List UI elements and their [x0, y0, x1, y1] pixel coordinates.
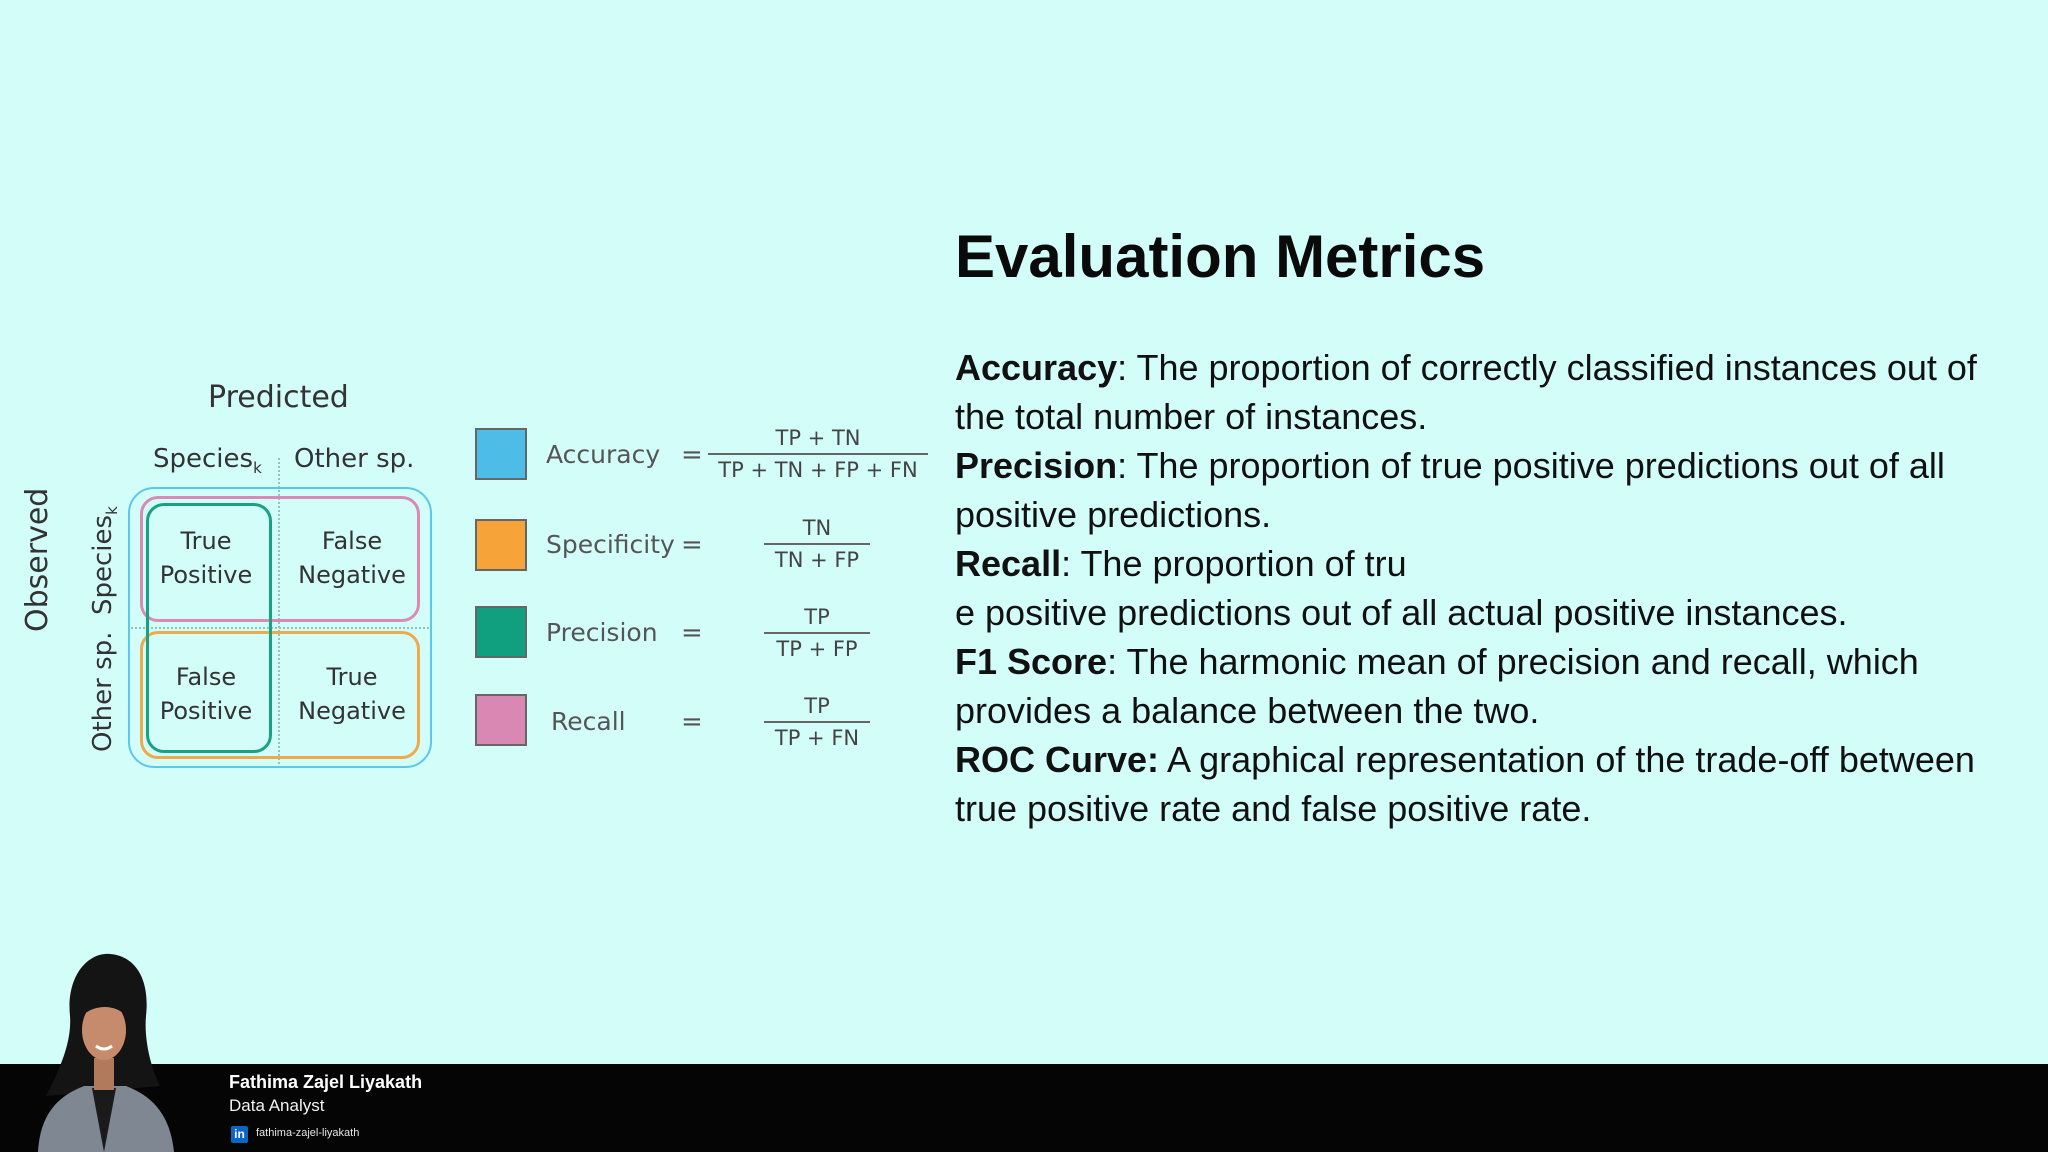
accuracy-fraction-bar [708, 453, 928, 455]
precision-label: Precision [546, 618, 658, 647]
cell-true-positive: True Positive [159, 527, 253, 589]
column-label-other: Other sp. [294, 444, 415, 474]
specificity-equals: = [681, 530, 703, 560]
specificity-swatch [475, 519, 527, 571]
cell-false-positive: False Positive [159, 663, 253, 725]
linkedin-icon[interactable]: in [231, 1126, 248, 1143]
recall-fraction-bar [764, 721, 870, 723]
observed-axis-title: Observed [20, 487, 55, 632]
recall-formula [764, 692, 870, 752]
accuracy-numerator: TP + TN [775, 426, 861, 450]
accuracy-label: Accuracy [546, 440, 661, 469]
row-label-species: Species$_k$ [88, 506, 122, 615]
recall-swatch [475, 694, 527, 746]
recall-equals: = [681, 707, 703, 737]
specificity-label: Specificity [546, 530, 675, 559]
specificity-formula [764, 514, 870, 574]
desc-roc-curve: ROC Curve: A graphical representation of the trade-off between true positive rate and false positive rate. [955, 739, 1975, 829]
presenter-avatar [28, 946, 178, 1152]
accuracy-formula [708, 424, 928, 484]
specificity-fraction-bar [764, 543, 870, 545]
desc-precision: Precision: The proportion of true positive predictions out of all positive predictions. [955, 445, 1945, 535]
precision-denominator: TP + FP [776, 637, 858, 661]
predicted-axis-title: Predicted [208, 380, 349, 415]
page-title: Evaluation Metrics [955, 223, 1486, 290]
precision-formula [764, 603, 870, 663]
desc-recall: Recall: The proportion of tru [955, 543, 1407, 584]
accuracy-swatch [475, 428, 527, 480]
accuracy-denominator: TP + TN + FP + FN [718, 458, 918, 482]
precision-fraction-bar [764, 632, 870, 634]
recall-denominator: TP + FN [774, 726, 860, 750]
precision-numerator: TP [804, 605, 830, 629]
linkedin-handle[interactable]: fathima-zajel-liyakath [256, 1127, 360, 1139]
specificity-numerator: TN [802, 516, 832, 540]
accuracy-equals: = [681, 440, 703, 470]
row-label-other: Other sp. [88, 631, 118, 752]
metrics-description [955, 343, 2025, 833]
presenter-name: Fathima Zajel Liyakath [229, 1072, 423, 1092]
desc-f1-score: F1 Score: The harmonic mean of precision and recall, which provides a balance between the two. [955, 641, 1919, 731]
precision-swatch [475, 606, 527, 658]
desc-recall-continued: e positive predictions out of all actual positive instances. [955, 592, 1848, 633]
recall-label: Recall [551, 707, 626, 736]
specificity-denominator: TN + FP [774, 548, 860, 572]
precision-equals: = [681, 618, 703, 648]
desc-accuracy: Accuracy: The proportion of correctly classified instances out of the total number of instances. [955, 347, 1977, 437]
cell-false-negative: False Negative [298, 527, 406, 589]
presenter-role: Data Analyst [229, 1096, 325, 1115]
cell-true-negative: True Negative [298, 663, 406, 725]
recall-numerator: TP [804, 694, 830, 718]
column-label-species: Species$_k$ [153, 444, 262, 478]
